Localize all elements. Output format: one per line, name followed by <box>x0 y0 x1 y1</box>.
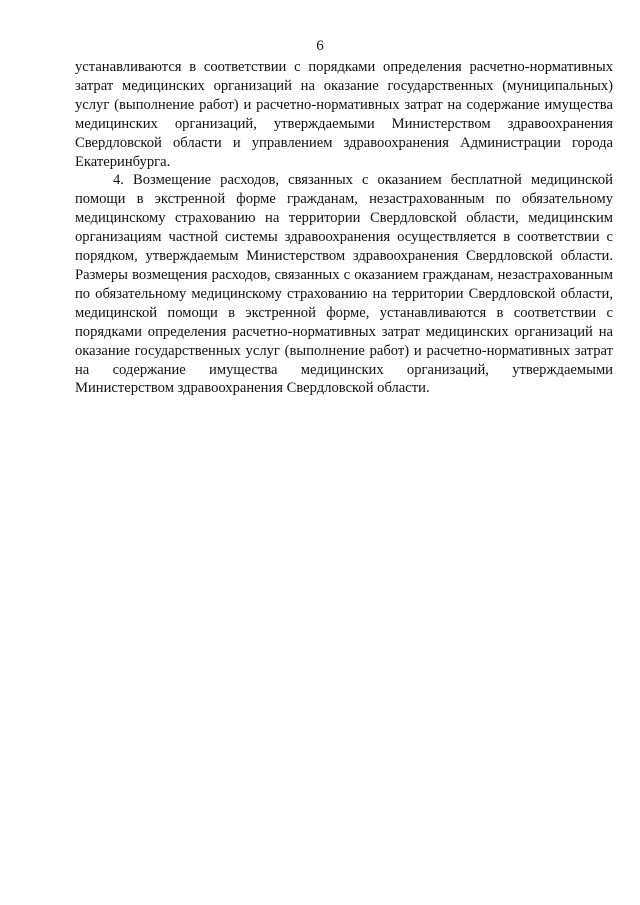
page-number: 6 <box>316 38 324 54</box>
paragraph-continuation: устанавливаются в соответствии с порядками определения расчетно-нормативных затрат медицинских организаций на оказание государственных (муниципальных) услуг (выполнение работ) и расчетно-нормативных затрат на содержание имущества медицинских организаций, утверждаемыми Министерством здравоохранения Свердловской области и управлением здравоохранения Администрации города Екатеринбурга. <box>75 59 613 170</box>
document-body <box>75 58 613 398</box>
paragraph-item-4: 4. Возмещение расходов, связанных с оказанием бесплатной медицинской помощи в экстренной форме гражданам, незастрахованным по обязательному медицинскому страхованию на территории Свердловской области, медицинским организациям частной системы здравоохранения осуществляется в соответствии с порядком, утверждаемым Министерством здравоохранения Свердловской области. Размеры возмещения расходов, связанных с оказанием гражданам, незастрахованным по обязательному медицинскому страхованию на территории Свердловской области, медицинской помощи в экстренной форме, устанавливаются в соответствии с порядками определения расчетно-нормативных затрат медицинских организаций на оказание государственных услуг (выполнение работ) и расчетно-нормативных затрат на содержание имущества медицинских организаций, утверждаемыми Министерством здравоохранения Свердловской области. <box>75 172 613 397</box>
